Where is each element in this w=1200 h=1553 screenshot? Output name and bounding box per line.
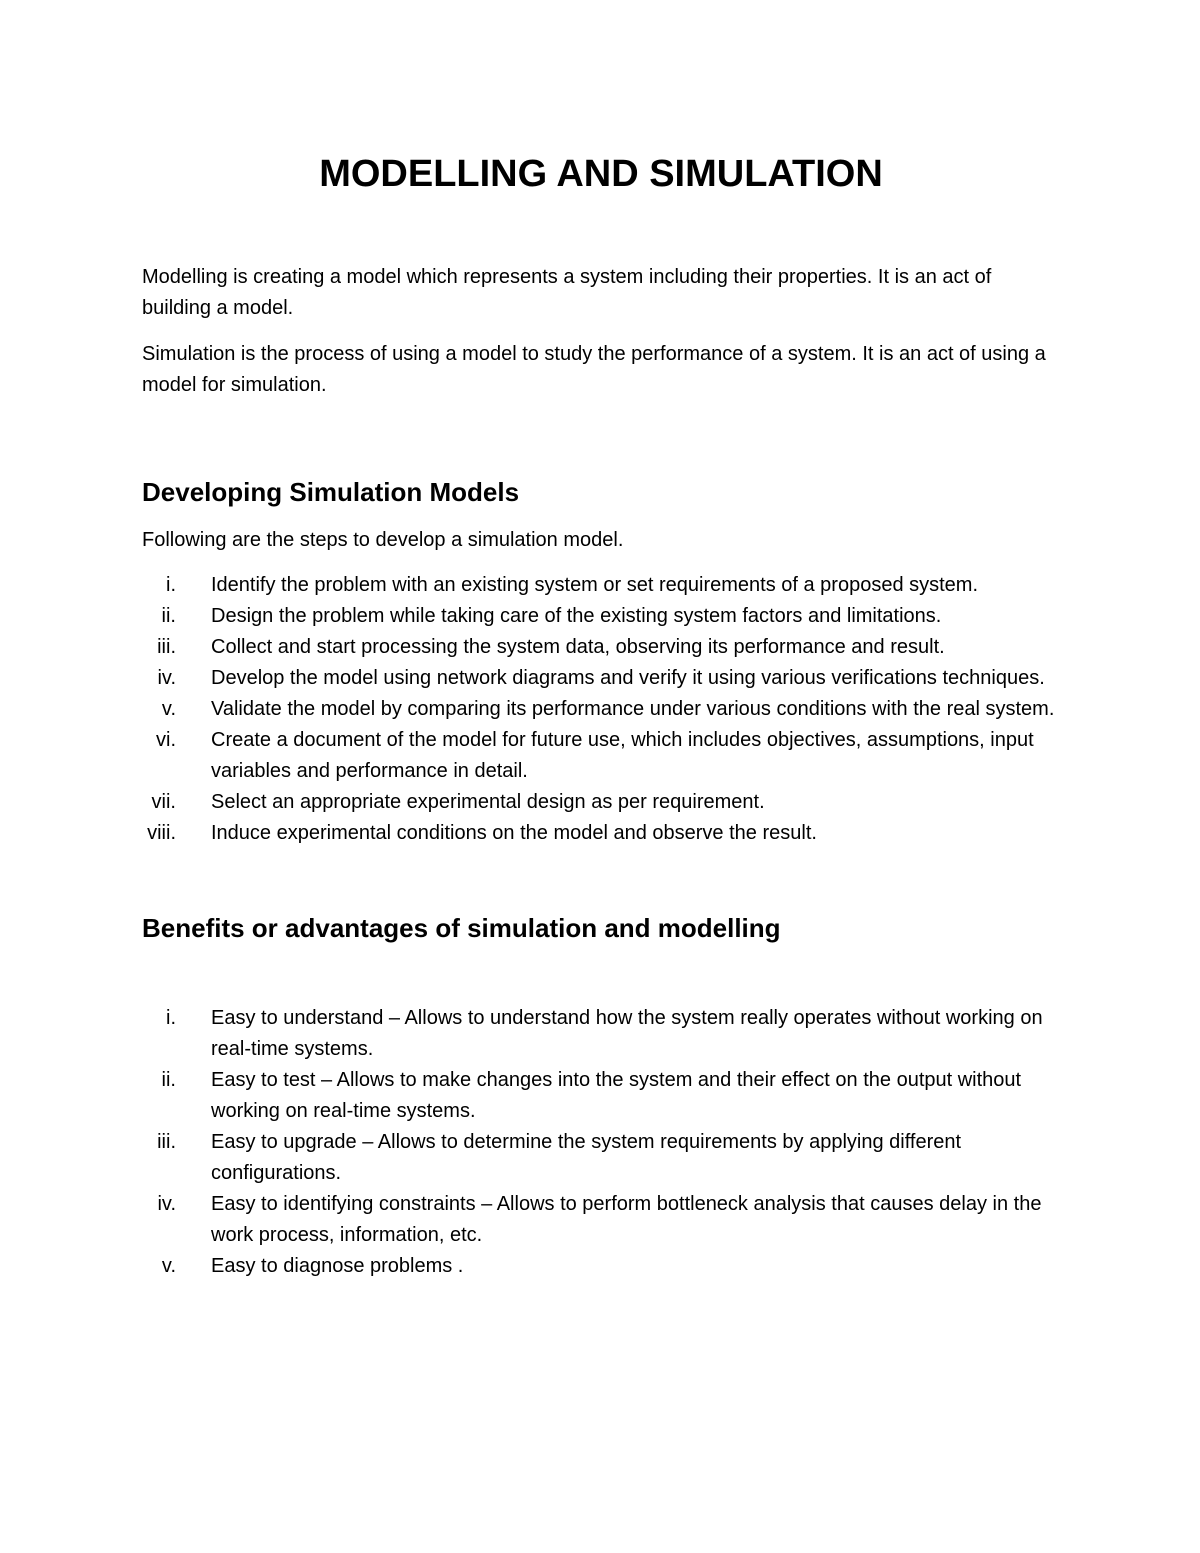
steps-lead-text: Following are the steps to develop a simulation model. (142, 529, 624, 551)
list-item (142, 818, 1060, 849)
section-heading-developing: Developing Simulation Models (142, 477, 520, 507)
list-item (142, 1127, 1060, 1189)
list-item (142, 787, 1060, 818)
list-text: Develop the model using network diagrams and verify it using various verifications techniques. (211, 667, 1045, 689)
list-number: iii. (157, 636, 176, 658)
list-item (142, 1065, 1060, 1127)
list-number: iv. (157, 1193, 176, 1215)
list-item (142, 1251, 1060, 1282)
page-title: MODELLING AND SIMULATION (319, 153, 883, 195)
benefits-list (142, 1003, 1060, 1282)
list-item (142, 694, 1060, 725)
list-number: iii. (157, 1131, 176, 1153)
list-number: v. (161, 1255, 176, 1277)
list-number: iv. (157, 667, 176, 689)
list-text: Identify the problem with an existing system or set requirements of a proposed system. (211, 574, 979, 596)
list-text: Design the problem while taking care of the existing system factors and limitations. (211, 605, 942, 627)
list-number: i. (166, 1007, 176, 1029)
section-heading-benefits: Benefits or advantages of simulation and modelling (142, 913, 781, 943)
list-text: Validate the model by comparing its performance under various conditions with the real system. (211, 698, 1055, 720)
list-number: i. (166, 574, 176, 596)
list-text: Easy to test – Allows to make changes into the system and their effect on the output without working on real-time systems. (211, 1069, 1022, 1122)
intro-paragraph-modelling: Modelling is creating a model which represents a system including their properties. It is an act of building a model. (142, 266, 992, 319)
list-text: Easy to identifying constraints – Allows to perform bottleneck analysis that causes delay in the work process, information, etc. (211, 1193, 1042, 1246)
list-item (142, 1189, 1060, 1251)
list-item (142, 601, 1060, 632)
intro-paragraph-simulation: Simulation is the process of using a model to study the performance of a system. It is an act of using a model for simulation. (142, 343, 1046, 396)
list-text: Easy to upgrade – Allows to determine the system requirements by applying different configurations. (211, 1131, 962, 1184)
list-number: vii. (151, 791, 176, 813)
list-item (142, 725, 1060, 787)
list-text: Select an appropriate experimental design as per requirement. (211, 791, 765, 813)
list-number: ii. (161, 1069, 176, 1091)
list-item (142, 570, 1060, 601)
list-number: viii. (147, 822, 176, 844)
list-text: Create a document of the model for future use, which includes objectives, assumptions, input variables and performance in detail. (211, 729, 1034, 782)
list-text: Easy to diagnose problems . (211, 1255, 464, 1277)
list-item (142, 1003, 1060, 1065)
list-number: vi. (156, 729, 176, 751)
list-text: Easy to understand – Allows to understand how the system really operates without working on real-time systems. (211, 1007, 1043, 1060)
list-text: Induce experimental conditions on the model and observe the result. (211, 822, 817, 844)
list-number: v. (161, 698, 176, 720)
list-item (142, 663, 1060, 694)
steps-list (142, 570, 1060, 849)
list-number: ii. (161, 605, 176, 627)
list-text: Collect and start processing the system data, observing its performance and result. (211, 636, 945, 658)
list-item (142, 632, 1060, 663)
